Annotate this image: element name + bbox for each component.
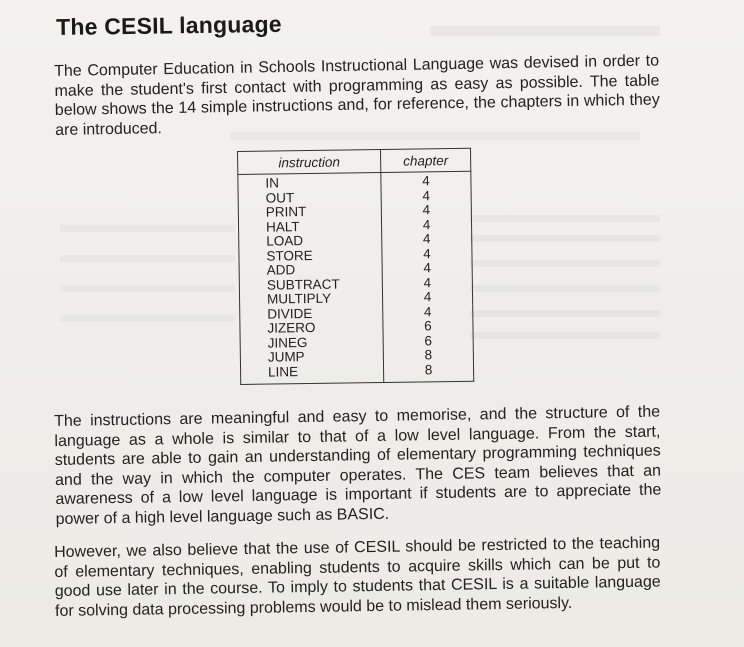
instruction-table <box>237 148 474 385</box>
instruction-cell: IN <box>238 172 381 191</box>
chapter-cell: 4 <box>382 232 472 248</box>
instruction-cell: JIZERO <box>240 320 383 336</box>
chapter-cell: 4 <box>381 217 471 233</box>
chapter-cell: 4 <box>381 171 471 189</box>
instruction-cell: OUT <box>238 189 381 205</box>
instruction-cell: MULTIPLY <box>239 291 382 307</box>
instruction-cell: JUMP <box>240 349 383 365</box>
chapter-cell: 8 <box>383 348 473 364</box>
chapter-cell: 8 <box>383 362 473 382</box>
instruction-cell: ADD <box>239 262 382 278</box>
header-instruction: instruction <box>238 149 381 174</box>
instruction-cell: STORE <box>239 247 382 263</box>
chapter-cell: 6 <box>383 319 473 335</box>
instruction-table-grid <box>237 148 474 385</box>
instruction-cell: DIVIDE <box>240 305 383 321</box>
chapter-cell: 4 <box>382 261 472 277</box>
table-header-row <box>238 148 471 174</box>
instruction-cell: LOAD <box>239 233 382 249</box>
instruction-cell: SUBTRACT <box>239 276 382 292</box>
chapter-cell: 4 <box>382 275 472 291</box>
instruction-cell: HALT <box>238 218 381 234</box>
body-paragraph-restriction: However, we also believe that the use of CESIL should be restricted to the teaching of elementary techniques, enabling students to acquire skills which can be put to good use later in the course. To imply to students that CESIL is a suitable language for solving data processing problems would be to mislead them seriously. <box>54 534 661 620</box>
chapter-cell: 6 <box>383 333 473 349</box>
chapter-cell: 4 <box>381 188 471 204</box>
intro-paragraph: The Computer Education in Schools Instructional Language was devised in order to make the student's first contact with programming as easy as possible. The table below shows the 14 simple instructions and, for reference, the chapters in which they are introduced. <box>54 52 660 139</box>
chapter-cell: 4 <box>382 246 472 262</box>
page-title: The CESIL language <box>56 10 282 40</box>
chapter-cell: 4 <box>381 203 471 219</box>
body-paragraph-structure: The instructions are meaningful and easy to memorise, and the structure of the language as a whole is similar to that of a low level language. From the start, students are able to gain an understanding of elementary programming techniques and the way in which the computer operates. The CES team believes that an awareness of a low level language is important if students are to appreciate the power of a high level language such as BASIC. <box>54 403 662 528</box>
instruction-cell: PRINT <box>238 204 381 220</box>
instruction-cell: LINE <box>240 363 383 384</box>
header-chapter: chapter <box>380 148 470 172</box>
chapter-cell: 4 <box>383 304 473 320</box>
chapter-cell: 4 <box>382 290 472 306</box>
instruction-cell: JINEG <box>240 334 383 350</box>
table-row <box>240 362 473 384</box>
